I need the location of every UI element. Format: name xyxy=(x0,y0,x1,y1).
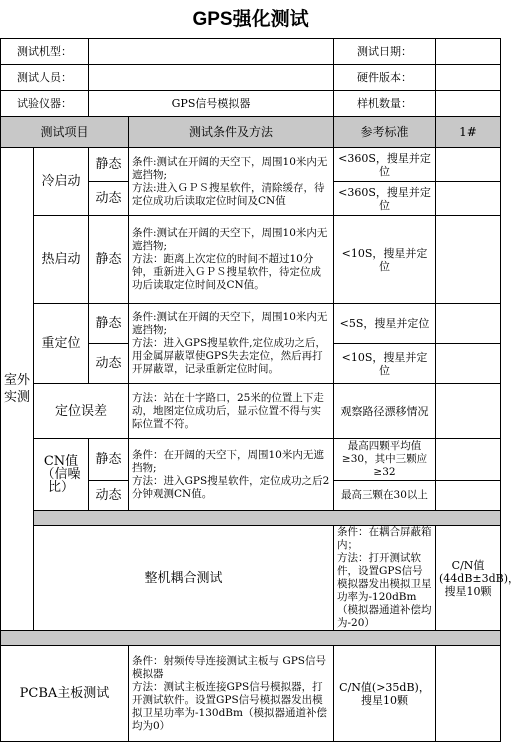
instrument-label: 试验仪器： xyxy=(1,91,89,117)
separator-row xyxy=(1,631,501,646)
date-value[interactable] xyxy=(436,39,501,65)
header-standard: 参考标准 xyxy=(334,117,436,148)
drift-standard: 观察路径漂移情况 xyxy=(334,384,436,439)
reposition-static-result[interactable] xyxy=(436,304,501,344)
cold-start-method: 条件:测试在开阔的天空下，周围10米内无遮挡物; 方法:进入ＧＰＳ搜星软件，清除缓存，待定位成功后读取定位时间及CN值 xyxy=(129,148,334,216)
cn-static-label: 静态 xyxy=(89,439,129,481)
hw-value[interactable] xyxy=(436,65,501,91)
drift-name: 定位误差 xyxy=(34,384,129,439)
outdoor-label: 室外 实测 xyxy=(1,148,34,631)
hot-standard: <10S，搜星并定位 xyxy=(334,216,436,304)
coupling-method: 条件：在耦合屏蔽箱内； 方法：打开测试软件，设置GPS信号模拟器发出模拟卫星功率为-120dBm（模拟器通道补偿均为-20） xyxy=(334,526,436,631)
cn-static-standard: 最高四颗平均值≥30，其中三颗应≥32 xyxy=(334,439,436,481)
cold-dynamic-result[interactable] xyxy=(436,182,501,216)
cn-name: CN值 （信噪 比） xyxy=(34,439,89,511)
reposition-method: 条件:测试在开阔的天空下，周围10米内无遮挡物; 方法：进入GPS搜星软件,定位成功之后，用金属屏蔽罩使GPS失去定位，然后再打开屏蔽罩，记录重新定位时间。 xyxy=(129,304,334,384)
sample-value[interactable] xyxy=(436,91,501,117)
model-value[interactable] xyxy=(89,39,334,65)
hot-start-method: 条件:测试在开阔的天空下，周围10米内无遮挡物; 方法：距离上次定位的时间不超过10分钟，重新进入ＧＰＳ搜星软件，待定位成功后读取定位时间及CN值。 xyxy=(129,216,334,304)
cn-dynamic-result[interactable] xyxy=(436,481,501,511)
header-unit1: 1# xyxy=(436,117,501,148)
reposition-name: 重定位 xyxy=(34,304,89,384)
hot-static-label: 静态 xyxy=(89,216,129,304)
instrument-value: GPS信号模拟器 xyxy=(89,91,334,117)
pcba-result[interactable] xyxy=(436,646,501,742)
hw-label: 硬件版本： xyxy=(334,65,436,91)
header-method: 测试条件及方法 xyxy=(129,117,334,148)
cold-static-standard: <360S，搜星并定位 xyxy=(334,148,436,182)
model-label: 测试机型： xyxy=(1,39,89,65)
pcba-standard: C/N值(>35dB)，搜星10颗 xyxy=(334,646,436,742)
page-title: GPS强化测试 xyxy=(1,0,501,39)
cn-dynamic-standard: 最高三颗在30以上 xyxy=(334,481,436,511)
cn-dynamic-label: 动态 xyxy=(89,481,129,511)
hot-result[interactable] xyxy=(436,216,501,304)
reposition-dynamic-label: 动态 xyxy=(89,344,129,384)
reposition-static-label: 静态 xyxy=(89,304,129,344)
cold-start-name: 冷启动 xyxy=(34,148,89,216)
pcba-method: 条件：射频传导连接测试主板与 GPS信号模拟器 方法：测试主板连接GPS信号模拟器，打开测试软件。设置GPS信号模拟器发出模拟卫星功率为-130dBm（模拟器通道补偿均为0） xyxy=(129,646,334,742)
sample-label: 样机数量： xyxy=(334,91,436,117)
cold-static-label: 静态 xyxy=(89,148,129,182)
cn-static-result[interactable] xyxy=(436,439,501,481)
drift-result[interactable] xyxy=(436,384,501,439)
person-value[interactable] xyxy=(89,65,334,91)
coupling-name: 整机耦合测试 xyxy=(34,526,334,631)
reposition-static-standard: <5S，搜星并定位 xyxy=(334,304,436,344)
cold-dynamic-standard: <360S，搜星并定位 xyxy=(334,182,436,216)
cn-method: 条件：在开阔的天空下，周围10米内无遮挡物; 方法：进入GPS搜星软件，定位成功之后2分钟观测CN值。 xyxy=(129,439,334,511)
cold-static-result[interactable] xyxy=(436,148,501,182)
reposition-dynamic-result[interactable] xyxy=(436,344,501,384)
person-label: 测试人员： xyxy=(1,65,89,91)
pcba-name: PCBA主板测试 xyxy=(1,646,129,742)
cold-dynamic-label: 动态 xyxy=(89,182,129,216)
reposition-dynamic-standard: <10S，搜星并定位 xyxy=(334,344,436,384)
drift-method: 方法：站在十字路口，25米的位置上下走动，地图定位成功后，显示位置不得与实际位置不符。 xyxy=(129,384,334,439)
coupling-standard: C/N值(44dB±3dB)，搜星10颗 xyxy=(436,526,501,631)
date-label: 测试日期： xyxy=(334,39,436,65)
separator-row xyxy=(1,511,501,526)
header-item: 测试项目 xyxy=(1,117,129,148)
hot-start-name: 热启动 xyxy=(34,216,89,304)
